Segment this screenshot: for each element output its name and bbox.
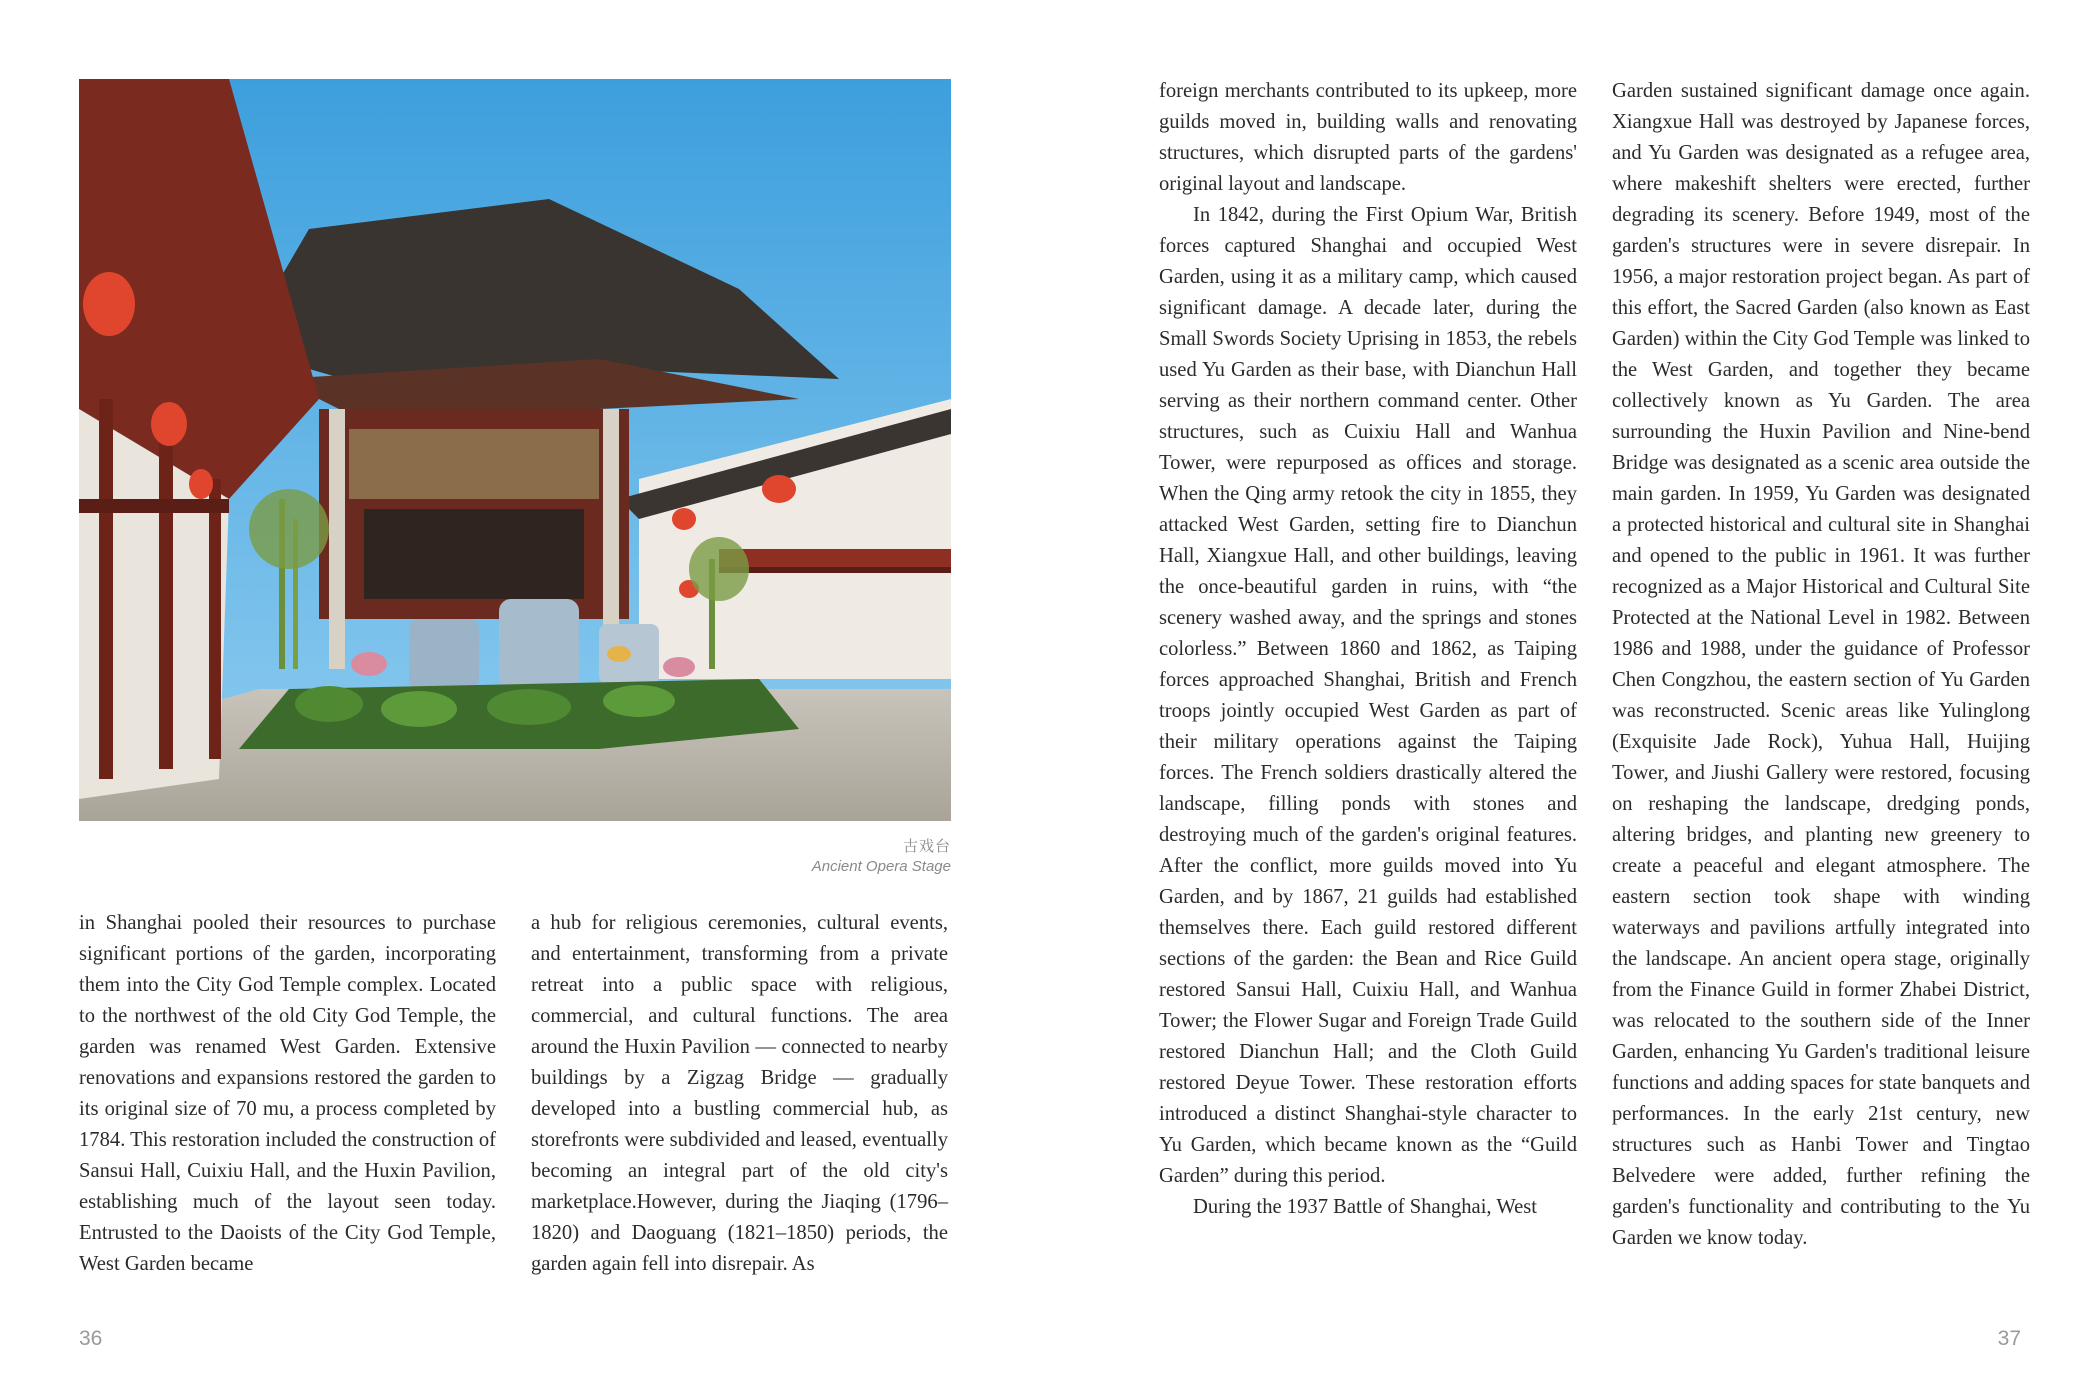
- lantern: [189, 469, 213, 499]
- paragraph: foreign merchants contributed to its upkeep, more guilds moved in, building walls and renovating structures, which disrupted parts of the gardens' original layout and landscape.: [1159, 80, 1577, 195]
- photo-caption: [700, 837, 951, 877]
- opera-stage-illustration: [79, 79, 951, 821]
- page-number-right: 37: [1997, 1327, 2021, 1350]
- caption-chinese: 古戏台: [902, 838, 951, 855]
- caption-english: Ancient Opera Stage: [811, 858, 951, 875]
- lantern: [83, 272, 135, 336]
- paragraph: In 1842, during the First Opium War, British forces captured Shanghai and occupied West Garden, using it as a military camp, which caused significant damage. A decade later, during the Small Swords Society Uprising in 1853, the rebels used Yu Garden as their base, with Dianchun Hall serving as their northern command center. Other structures, such as Cuixiu Hall and Wanhua Tower, were repurposed as offices and storage. When the Qing army retook the city in 1855, they attacked West Garden, setting fire to Dianchun Hall, Xiangxue Hall, and other buildings, leaving the once-beautiful garden in ruins, with “the scenery washed away, and the springs and stones colorless.” Between 1860 and 1862, as Taiping forces approached Shanghai, British and French troops jointly occupied West Garden as part of their military operations against the Taiping forces. The French soldiers drastically altered the landscape, filling ponds with stones and destroying much of the garden's original features. After the conflict, more guilds moved into Yu Garden, and by 1867, 21 guilds had established themselves there. Each guild restored different sections of the garden: the Bean and Rice Guild restored Sansui Hall, Cuixiu Hall, and Wanhua Tower; the Flower Sugar and Foreign Trade Guild restored Dianchun Hall; and the Cloth Guild restored Deyue Tower. These restoration efforts introduced a distinct Shanghai-style character to Yu Garden, which became known as the “Guild Garden” during this period.: [1159, 204, 1577, 1187]
- page-number-left: 36: [79, 1327, 103, 1350]
- left-page-column-2: [531, 908, 948, 1280]
- lantern: [151, 402, 187, 446]
- paragraph: in Shanghai pooled their resources to purchase significant portions of the garden, incorporating them into the City God Temple complex. Located to the northwest of the old City God Temple, the garden was renamed West Garden. Extensive renovations and expansions restored the garden to its original size of 70 mu, a process completed by 1784. This restoration included the construction of Sansui Hall, Cuixiu Hall, and the Huxin Pavilion, establishing much of the layout seen today. Entrusted to the Daoists of the City God Temple, West Garden became: [79, 912, 496, 1275]
- lantern: [762, 475, 796, 503]
- lantern: [672, 508, 696, 530]
- right-page-column-2: [1612, 76, 2030, 1254]
- opera-stage-photo: [79, 79, 951, 821]
- left-page-column-1: [79, 908, 496, 1280]
- paragraph: During the 1937 Battle of Shanghai, West: [1193, 1196, 1537, 1218]
- paragraph: a hub for religious ceremonies, cultural events, and entertainment, transforming from a private retreat into a public space with religious, commercial, and cultural functions. The area around the Huxin Pavilion — connected to nearby buildings by a Zigzag Bridge — gradually developed into a bustling commercial hub, as storefronts were subdivided and leased, eventually becoming an integral part of the old city's marketplace.However, during the Jiaqing (1796–1820) and Daoguang (1821–1850) periods, the garden again fell into disrepair. As: [531, 912, 948, 1275]
- paragraph: Garden sustained significant damage once again. Xiangxue Hall was destroyed by Japanese forces, and Yu Garden was designated as a refugee area, where makeshift shelters were erected, further degrading its scenery. Before 1949, most of the garden's structures were in severe disrepair. In 1956, a major restoration project began. As part of this effort, the Sacred Garden (also known as East Garden) within the City God Temple was linked to the West Garden, and together they became collectively known as Yu Garden. The area surrounding the Huxin Pavilion and Nine-bend Bridge was designated as a scenic area outside the main garden. In 1959, Yu Garden was designated a protected historical and cultural site in Shanghai and opened to the public in 1961. It was further recognized as a Major Historical and Cultural Site Protected at the National Level in 1982. Between 1986 and 1988, under the guidance of Professor Chen Congzhou, the eastern section of Yu Garden was reconstructed. Scenic areas like Yulinglong (Exquisite Jade Rock), Yuhua Hall, Huijing Tower, and Jiushi Gallery were restored, focusing on reshaping the landscape, dredging ponds, altering bridges, and planting new greenery to create a peaceful and elegant atmosphere. The eastern section took shape with winding waterways and pavilions artfully integrated into the landscape. An ancient opera stage, originally from the Finance Guild in former Zhabei District, was relocated to the southern side of the Inner Garden, enhancing Yu Garden's traditional leisure functions and adding spaces for state banquets and performances. In the early 21st century, new structures such as Hanbi Tower and Tingtao Belvedere were added, further refining the garden's functionality and contributing to the Yu Garden we know today.: [1612, 80, 2030, 1249]
- right-page-column-1: [1159, 76, 1577, 1223]
